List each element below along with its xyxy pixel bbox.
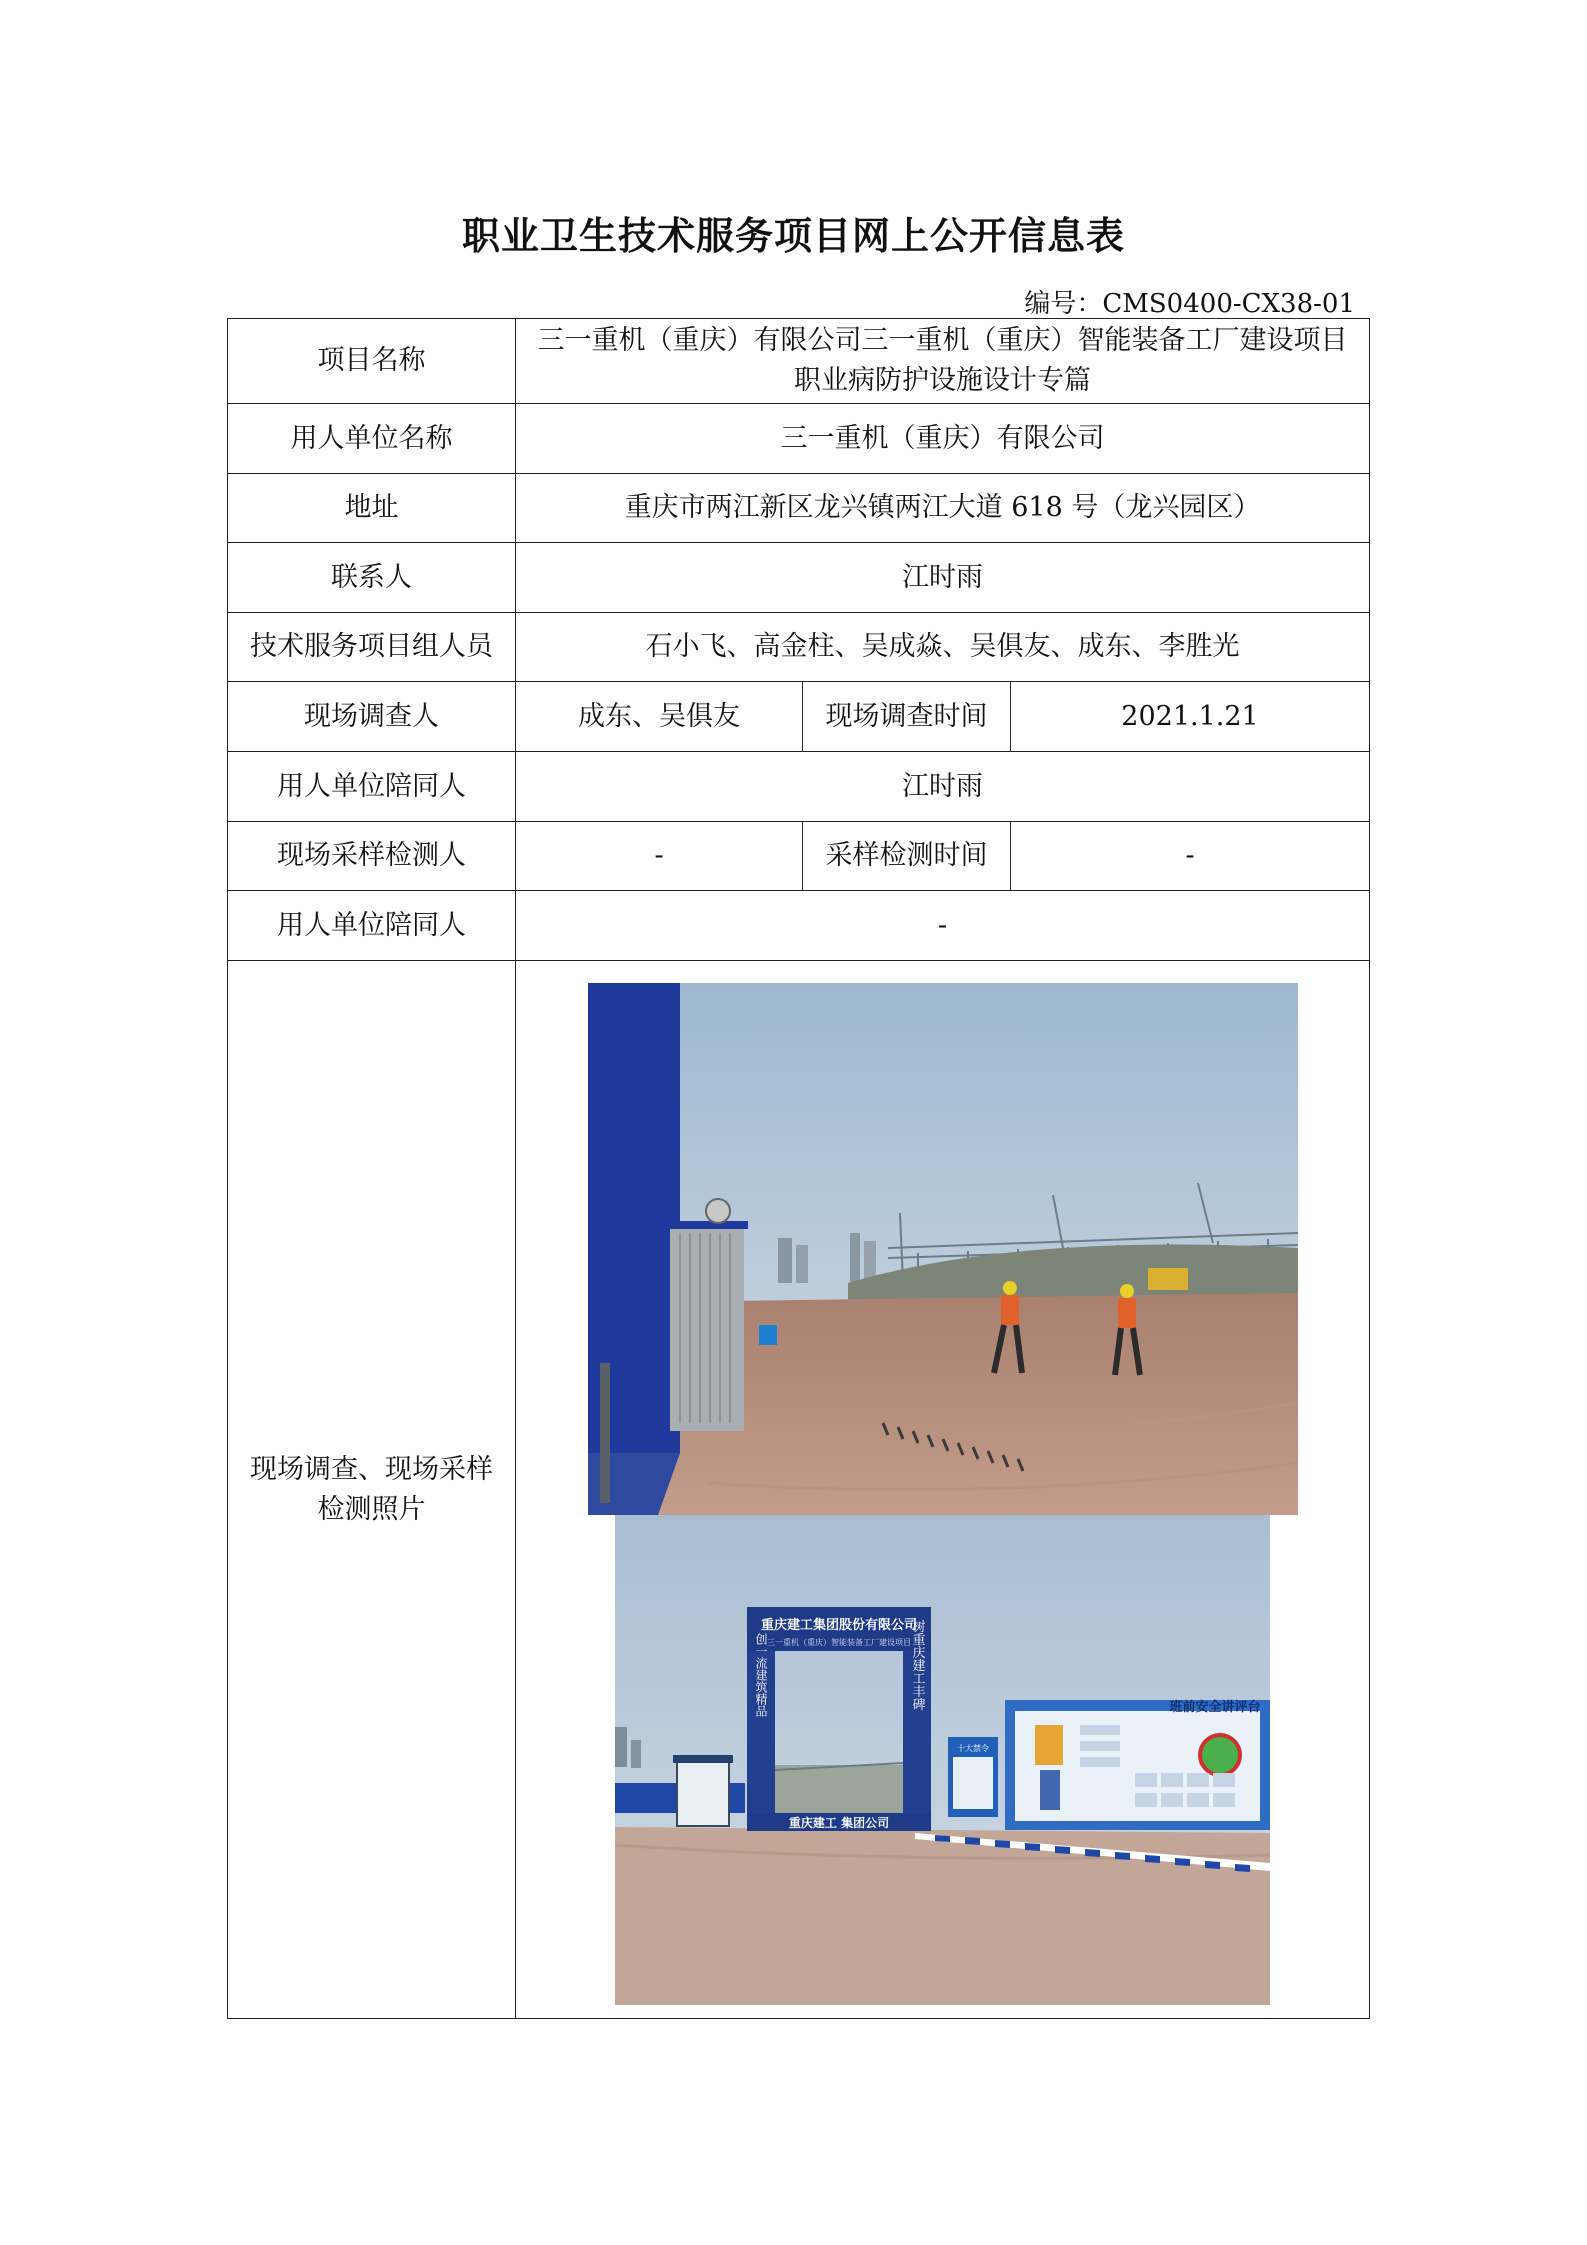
gate-right-text: 树重庆建工丰碑 [909,1619,925,1711]
survey-time-value: 2021.1.21 [1011,682,1370,752]
row-survey [228,682,1370,752]
contact-value: 江时雨 [516,543,1370,613]
contact-label: 联系人 [228,543,516,613]
row-contact [228,543,1370,613]
survey-label: 现场调查人 [228,682,516,752]
gate-left-text: 创一流建筑精品 [754,1633,768,1717]
photos-cell [516,961,1370,2019]
info-table [227,318,1370,2019]
escort-2-value: - [516,891,1370,961]
sampling-label: 现场采样检测人 [228,822,516,891]
escort-1-label: 用人单位陪同人 [228,752,516,822]
document-code: 编号：CMS0400-CX38-01 [1024,289,1355,319]
project-name-value: 三一重机（重庆）有限公司三一重机（重庆）智能装备工厂建设项目职业病防护设施设计专篇 [516,319,1370,404]
survey-value: 成东、吴俱友 [516,682,803,752]
gate-sub-text: 三一重机（重庆）智能装备工厂建设项目 [767,1638,911,1647]
row-escort-1 [228,752,1370,822]
board-title-text: 班前安全讲评台 [1169,1700,1261,1715]
employer-value: 三一重机（重庆）有限公司 [516,404,1370,474]
document-title: 职业卫生技术服务项目网上公开信息表 [461,213,1125,258]
sampling-time-value: - [1011,822,1370,891]
gate-top-text: 重庆建工集团股份有限公司 [760,1618,918,1633]
team-label: 技术服务项目组人员 [228,613,516,682]
address-value: 重庆市两江新区龙兴镇两江大道 618 号（龙兴园区） [516,474,1370,543]
photos-label: 现场调查、现场采样检测照片 [228,961,516,2019]
team-value: 石小飞、高金柱、吴成焱、吴俱友、成东、李胜光 [516,613,1370,682]
employer-label: 用人单位名称 [228,404,516,474]
sampling-value: - [516,822,803,891]
row-employer [228,404,1370,474]
site-photo-workers [588,983,1298,1515]
row-project-name [228,319,1370,404]
sampling-time-label: 采样检测时间 [803,822,1011,891]
site-photo-gate [615,1515,1270,2005]
row-sampling [228,822,1370,891]
project-name-label: 项目名称 [228,319,516,404]
small-sign-text: 十大禁令 [957,1744,989,1753]
address-label: 地址 [228,474,516,543]
row-photos [228,961,1370,2019]
escort-2-label: 用人单位陪同人 [228,891,516,961]
row-address [228,474,1370,543]
gate-bottom-text: 重庆建工 集团公司 [788,1816,890,1830]
row-escort-2 [228,891,1370,961]
survey-time-label: 现场调查时间 [803,682,1011,752]
escort-1-value: 江时雨 [516,752,1370,822]
row-team [228,613,1370,682]
